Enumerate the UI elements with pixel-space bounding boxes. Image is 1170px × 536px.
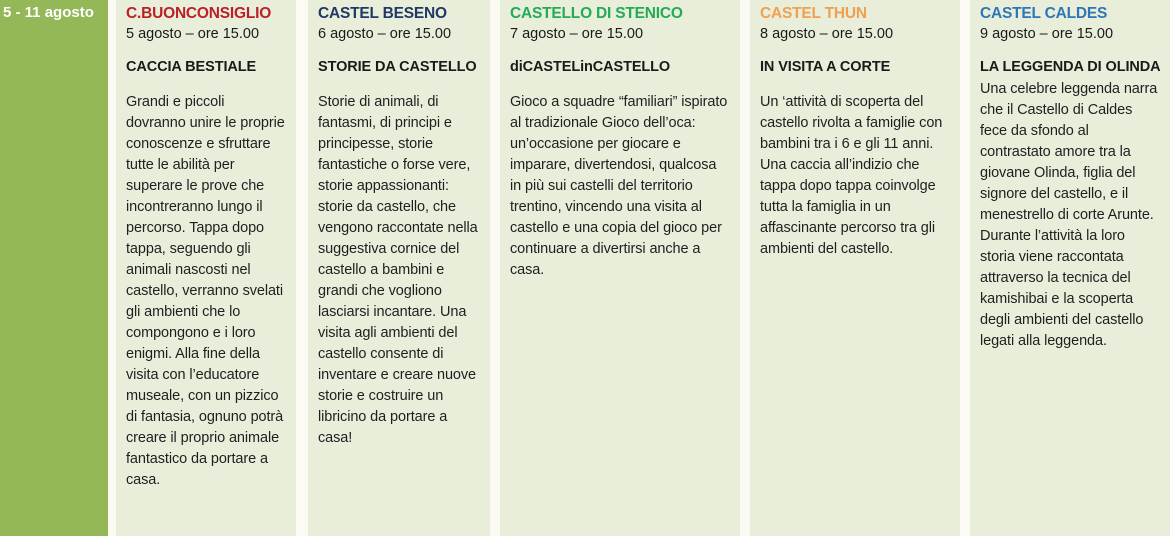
event-column-stenico bbox=[500, 0, 740, 536]
event-date: 5 agosto – ore 15.00 bbox=[126, 26, 260, 42]
castle-name-heading: C.BUONCONSIGLIO bbox=[126, 5, 272, 22]
activity-title: diCASTELinCASTELLO bbox=[510, 59, 671, 75]
castle-name-heading: CASTEL CALDES bbox=[980, 5, 1108, 22]
activity-title: LA LEGGENDA DI OLINDA bbox=[980, 59, 1161, 75]
event-date: 9 agosto – ore 15.00 bbox=[980, 26, 1114, 42]
activity-title: STORIE DA CASTELLO bbox=[318, 59, 477, 75]
event-date: 7 agosto – ore 15.00 bbox=[510, 26, 644, 42]
week-sidebar bbox=[0, 0, 108, 536]
activity-description: Un ‘attività di scoperta del castello rivolta a famiglie con bambini tra i 6 e gli 11 anni. Una caccia all’indizio che tappa dopo tappa coinvolge tutta la famiglia in un affascinante percorso tra gli ambienti del castello. bbox=[760, 94, 943, 257]
week-range-label: 5 - 11 agosto bbox=[3, 4, 94, 21]
activity-description: Gioco a squadre “familiari” ispirato al tradizionale Gioco dell’oca: un’occasione per giocare e imparare, divertendosi, qualcosa in più sui castelli del territorio trentino, vincendo una visita al castello e una copia del gioco per continuare a divertirsi anche a casa. bbox=[510, 94, 728, 278]
activity-title: CACCIA BESTIALE bbox=[126, 59, 257, 75]
event-column-beseno bbox=[308, 0, 490, 536]
castle-name-heading: CASTEL THUN bbox=[760, 5, 867, 22]
event-date: 6 agosto – ore 15.00 bbox=[318, 26, 452, 42]
activity-title: IN VISITA A CORTE bbox=[760, 59, 891, 75]
event-column-thun bbox=[750, 0, 960, 536]
castle-name-heading: CASTELLO DI STENICO bbox=[510, 5, 683, 22]
event-date: 8 agosto – ore 15.00 bbox=[760, 26, 894, 42]
activity-description: Storie di animali, di fantasmi, di principi e principesse, storie fantastiche o forse vere, storie appassionanti: storie da castello, che vengono raccontate nella suggestiva cornice del castello a bambini e grandi che vogliono lasciarsi incantare. Una visita agli ambienti del castello consente di inventare e creare nuove storie e costruire un libricino da portare a casa! bbox=[318, 94, 478, 446]
activity-description: Grandi e piccoli dovranno unire le proprie conoscenze e sfruttare tutte le abilità per superare le prove che incontreranno lungo il percorso. Tappa dopo tappa, seguendo gli animali nascosti nel castello, verranno svelati gli ambienti che lo compongono e i loro enigmi. Alla fine della visita con l’educatore museale, con un pizzico di fantasia, ognuno potrà creare il proprio animale fantastico da portare a casa. bbox=[126, 94, 285, 488]
event-column-buonconsiglio bbox=[116, 0, 296, 536]
event-column-caldes bbox=[970, 0, 1170, 536]
castle-name-heading: CASTEL BESENO bbox=[318, 5, 447, 22]
activity-description: Una celebre leggenda narra che il Castello di Caldes fece da sfondo al contrastato amore tra la giovane Olinda, figlia del signore del castello, e il menestrello di corte Arunte. Durante l’attività la loro storia viene raccontata attraverso la tecnica del kamishibai e la scoperta degli ambienti del castello legati alla leggenda. bbox=[980, 81, 1158, 349]
